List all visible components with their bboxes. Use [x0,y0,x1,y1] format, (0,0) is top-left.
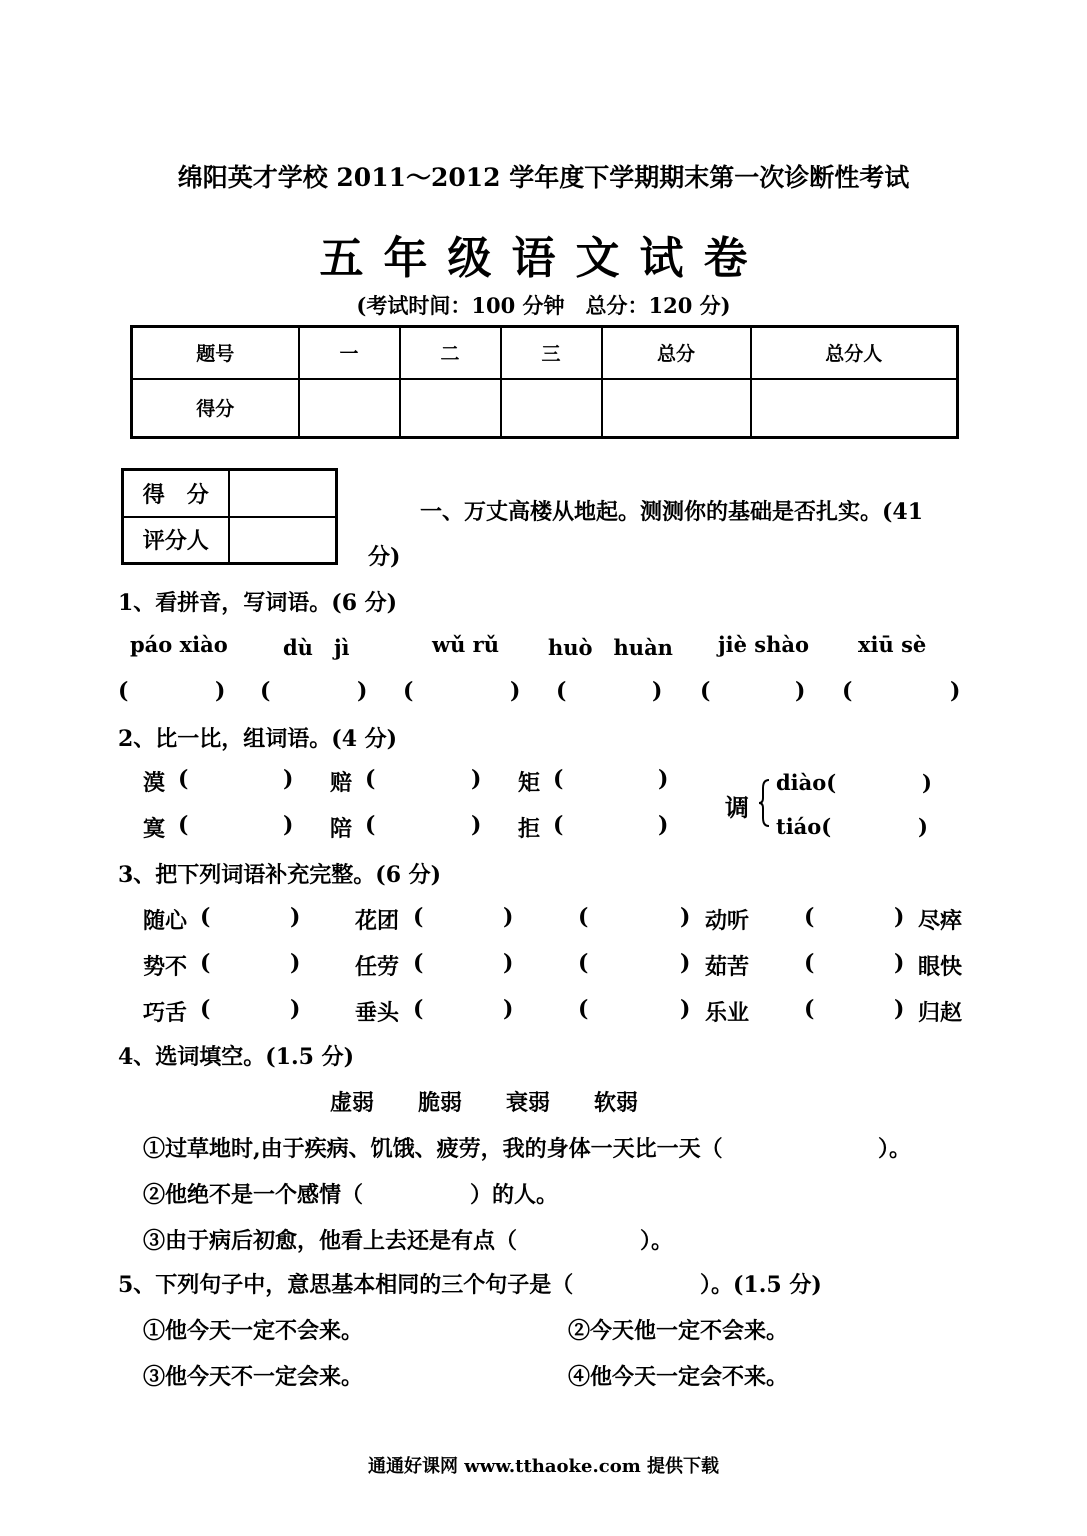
q4-title: 4、选词填空。(1.5 分) [118,1044,355,1070]
q5-option-3: ③他今天不一定会来。 [143,1364,364,1390]
q3-word: 眼快 [918,954,963,980]
score-header-cell: 二 [400,327,501,379]
score-cell [501,379,602,438]
q4-sentence-1-end: ）。 [878,1136,912,1162]
q5-option-2: ②今天他一定不会来。 [568,1318,789,1344]
score-cell [299,379,400,438]
q3-word: 花团 [355,908,400,934]
q4-word-bank: 虚弱 脆弱 衰弱 软弱 [330,1090,639,1116]
q3-word: 垂头 [355,1000,400,1026]
q3-blank: ( [413,950,424,976]
q2-poly-pinyin: tiáo( [776,814,832,839]
score-cell [602,379,751,438]
q4-sentence-3: ③由于病后初愈，他看上去还是有点（ [143,1228,518,1254]
q1-pinyin: jiè shào [718,632,809,657]
q3-blank: ) [503,996,514,1022]
q3-blank: ( [413,904,424,930]
q3-blank: ) [680,904,691,930]
q2-blank: ( [553,812,564,838]
q3-word: 动听 [705,908,750,934]
q3-blank: ) [503,904,514,930]
q3-blank: ) [503,950,514,976]
exam-subtitle: (考试时间：100 分钟 总分：120 分) [356,293,731,318]
q3-word: 乐业 [705,1000,750,1026]
curly-brace-icon [758,778,770,828]
q3-word: 任劳 [355,954,400,980]
q3-blank: ( [578,904,589,930]
q1-pinyin: xiū sè [858,632,927,657]
q2-blank: ) [471,766,482,792]
q2-blank: ( [178,766,189,792]
q2-blank: ) [283,766,294,792]
q3-blank: ) [290,904,301,930]
q3-title: 3、把下列词语补充完整。(6 分) [118,862,442,888]
q3-word: 茹苦 [705,954,750,980]
q1-blank: ( [403,678,414,704]
q1-blank: ( [842,678,853,704]
q2-char: 寞 [143,816,166,842]
q1-blank: ) [357,678,368,704]
q2-char: 拒 [518,816,541,842]
q2-blank: ) [283,812,294,838]
q2-char: 矩 [518,770,541,796]
grader-cell [229,470,337,517]
q3-blank: ( [413,996,424,1022]
score-header-cell: 一 [299,327,400,379]
q2-char: 漠 [143,770,166,796]
q3-blank: ) [894,904,905,930]
q3-blank: ( [804,950,815,976]
grader-score-label: 得 分 [123,470,229,517]
q3-blank: ( [200,950,211,976]
q3-blank: ) [894,996,905,1022]
q2-blank: ) [922,770,932,795]
q3-blank: ( [804,996,815,1022]
exam-title: 五年级语文试卷 [319,233,768,284]
q1-blank: ) [652,678,663,704]
score-header-cell: 题号 [132,327,299,379]
q2-title: 2、比一比，组词语。(4 分) [118,726,398,752]
q4-sentence-1: ①过草地时,由于疾病、饥饿、疲劳，我的身体一天比一天（ [143,1136,723,1162]
q1-blank: ) [795,678,806,704]
section1-title-cont: 分) [368,544,401,570]
q2-blank: ) [658,812,669,838]
q3-word: 势不 [143,954,188,980]
q1-pinyin: huò huàn [548,635,673,660]
q2-char: 陪 [330,816,353,842]
q1-blank: ( [118,678,129,704]
q1-pinyin: páo xiào [130,632,228,657]
q2-blank: ) [658,766,669,792]
q1-blank: ( [700,678,711,704]
q5-option-4: ④他今天一定会不来。 [568,1364,789,1390]
q5-title: 5、下列句子中，意思基本相同的三个句子是（ [118,1272,574,1298]
grader-table [121,468,338,565]
q1-pinyin: wǔ rǔ [432,632,499,657]
q1-blank: ( [260,678,271,704]
q3-blank: ) [680,950,691,976]
score-header-cell: 总分 [602,327,751,379]
q1-pinyin: dù jì [283,635,350,660]
q3-word: 随心 [143,908,188,934]
score-cell [751,379,958,438]
q1-title: 1、看拼音，写词语。(6 分) [118,590,398,616]
q2-blank: ( [553,766,564,792]
q3-blank: ( [578,950,589,976]
q3-word: 巧舌 [143,1000,188,1026]
q3-blank: ( [804,904,815,930]
q4-sentence-3-end: ）。 [640,1228,674,1254]
q3-blank: ) [290,996,301,1022]
school-header: 绵阳英才学校 2011～2012 学年度下学期期末第一次诊断性考试 [177,163,910,192]
q2-poly-pinyin: diào( [776,770,837,795]
q5-title-end: ）。(1.5 分) [700,1272,822,1298]
q4-sentence-2-end: ）的人。 [470,1182,559,1208]
q1-blank: ) [215,678,226,704]
footer-source: 通通好课网 www.tthaoke.com 提供下载 [367,1456,720,1477]
q3-word: 尽瘁 [918,908,963,934]
score-cell [400,379,501,438]
section1-title: 一、万丈高楼从地起。测测你的基础是否扎实。(41 [420,499,924,525]
q2-blank: ) [471,812,482,838]
q2-blank: ( [365,766,376,792]
q2-blank: ) [918,814,928,839]
q2-char: 赔 [330,770,353,796]
score-header-cell: 三 [501,327,602,379]
q4-sentence-2: ②他绝不是一个感情（ [143,1182,364,1208]
score-header-cell: 总分人 [751,327,958,379]
q3-blank: ) [894,950,905,976]
q2-blank: ( [365,812,376,838]
score-row-label: 得分 [132,379,299,438]
q2-poly-char: 调 [725,793,749,822]
q2-blank: ( [178,812,189,838]
q3-blank: ( [200,996,211,1022]
q3-blank: ) [290,950,301,976]
score-table [130,325,959,439]
q5-option-1: ①他今天一定不会来。 [143,1318,364,1344]
q3-blank: ( [200,904,211,930]
q1-blank: ) [510,678,521,704]
q3-blank: ( [578,996,589,1022]
q3-blank: ) [680,996,691,1022]
q3-word: 归赵 [918,1000,963,1026]
grader-name-label: 评分人 [123,517,229,564]
q1-blank: ) [950,678,961,704]
q1-blank: ( [556,678,567,704]
grader-cell [229,517,337,564]
